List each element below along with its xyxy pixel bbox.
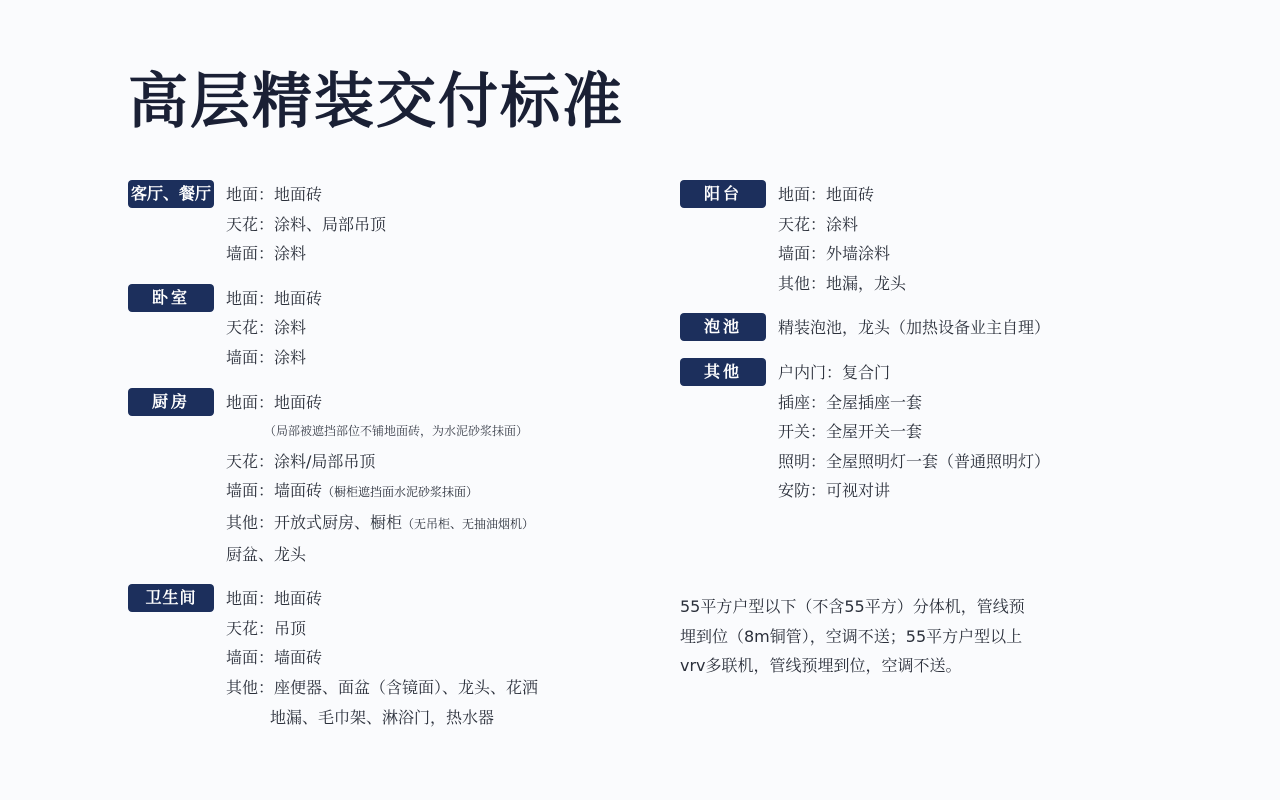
spec-line: 其他：座便器、面盆（含镜面）、龙头、花洒 [226,677,539,697]
spec-line: 照明：全屋照明灯一套（普通照明灯） [778,451,1051,471]
spec-line: 地漏、毛巾架、淋浴门，热水器 [270,707,495,727]
spec-note: （橱柜遮挡面水泥砂浆抹面） [322,485,479,500]
spec-line: 地面：地面砖 [226,392,323,412]
spec-main: 其他：开放式厨房、橱柜 [226,512,403,532]
section-tag: 厨房 [128,388,214,416]
right-column [680,180,1160,521]
spec-line: 厨盆、龙头 [226,544,307,564]
spec-note: （无吊柜、无抽油烟机） [402,516,535,531]
note-line: 55平方户型以下（不含55平方）分体机，管线预 [680,597,1025,616]
section-tag: 泡池 [680,313,766,341]
spec-line: 户内门：复合门 [778,362,891,382]
spec-line: 地面：地面砖 [226,185,323,204]
section-bathroom [128,584,648,732]
spec-line [226,508,648,540]
air-conditioning-note [680,592,1080,681]
spec-line: 地面：地面砖 [778,185,875,204]
section-bedroom [128,284,648,373]
spec-line: 墙面：墙面砖 [226,648,323,668]
spec-line: 天花：涂料 [226,318,307,338]
section-tag: 客厅、餐厅 [128,180,214,208]
spec-line: 墙面：涂料 [226,347,307,367]
spec-line: 开关：全屋开关一套 [778,422,923,442]
spec-line: 地面：地面砖 [226,288,323,308]
spec-line: 其他：地漏，龙头 [778,273,907,293]
section-tag: 其他 [680,358,766,386]
page-title: 高层精装交付标准 [128,67,624,137]
spec-line: 天花：涂料/局部吊顶 [226,451,376,471]
spec-line: 插座：全屋插座一套 [778,392,923,412]
spec-line: 墙面：涂料 [226,244,307,264]
spec-line: 天花：涂料、局部吊顶 [226,214,387,234]
spec-line: 墙面：外墙涂料 [778,244,891,264]
left-column [128,180,648,747]
spec-note: （局部被遮挡部位不铺地面砖，为水泥砂浆抹面） [264,424,529,439]
section-tag: 卫生间 [128,584,214,612]
spec-line: 天花：涂料 [778,214,859,234]
spec-line: 地面：地面砖 [226,589,323,609]
spec-line: 天花：吊顶 [226,618,307,638]
section-tag: 卧室 [128,284,214,312]
section-balcony [680,180,1160,298]
note-line: vrv多联机，管线预埋到位，空调不送。 [680,656,962,676]
spec-line: 精装泡池，龙头（加热设备业主自理） [778,318,1051,338]
section-living-dining [128,180,648,269]
spec-line [226,476,648,508]
section-other [680,358,1160,506]
section-tag: 阳台 [680,180,766,208]
note-line: 埋到位（8m铜管），空调不送；55平方户型以上 [680,626,1023,646]
spec-main: 墙面：墙面砖 [226,481,323,501]
section-pool [680,313,1160,343]
section-kitchen [128,388,648,570]
spec-line: 安防：可视对讲 [778,481,891,501]
